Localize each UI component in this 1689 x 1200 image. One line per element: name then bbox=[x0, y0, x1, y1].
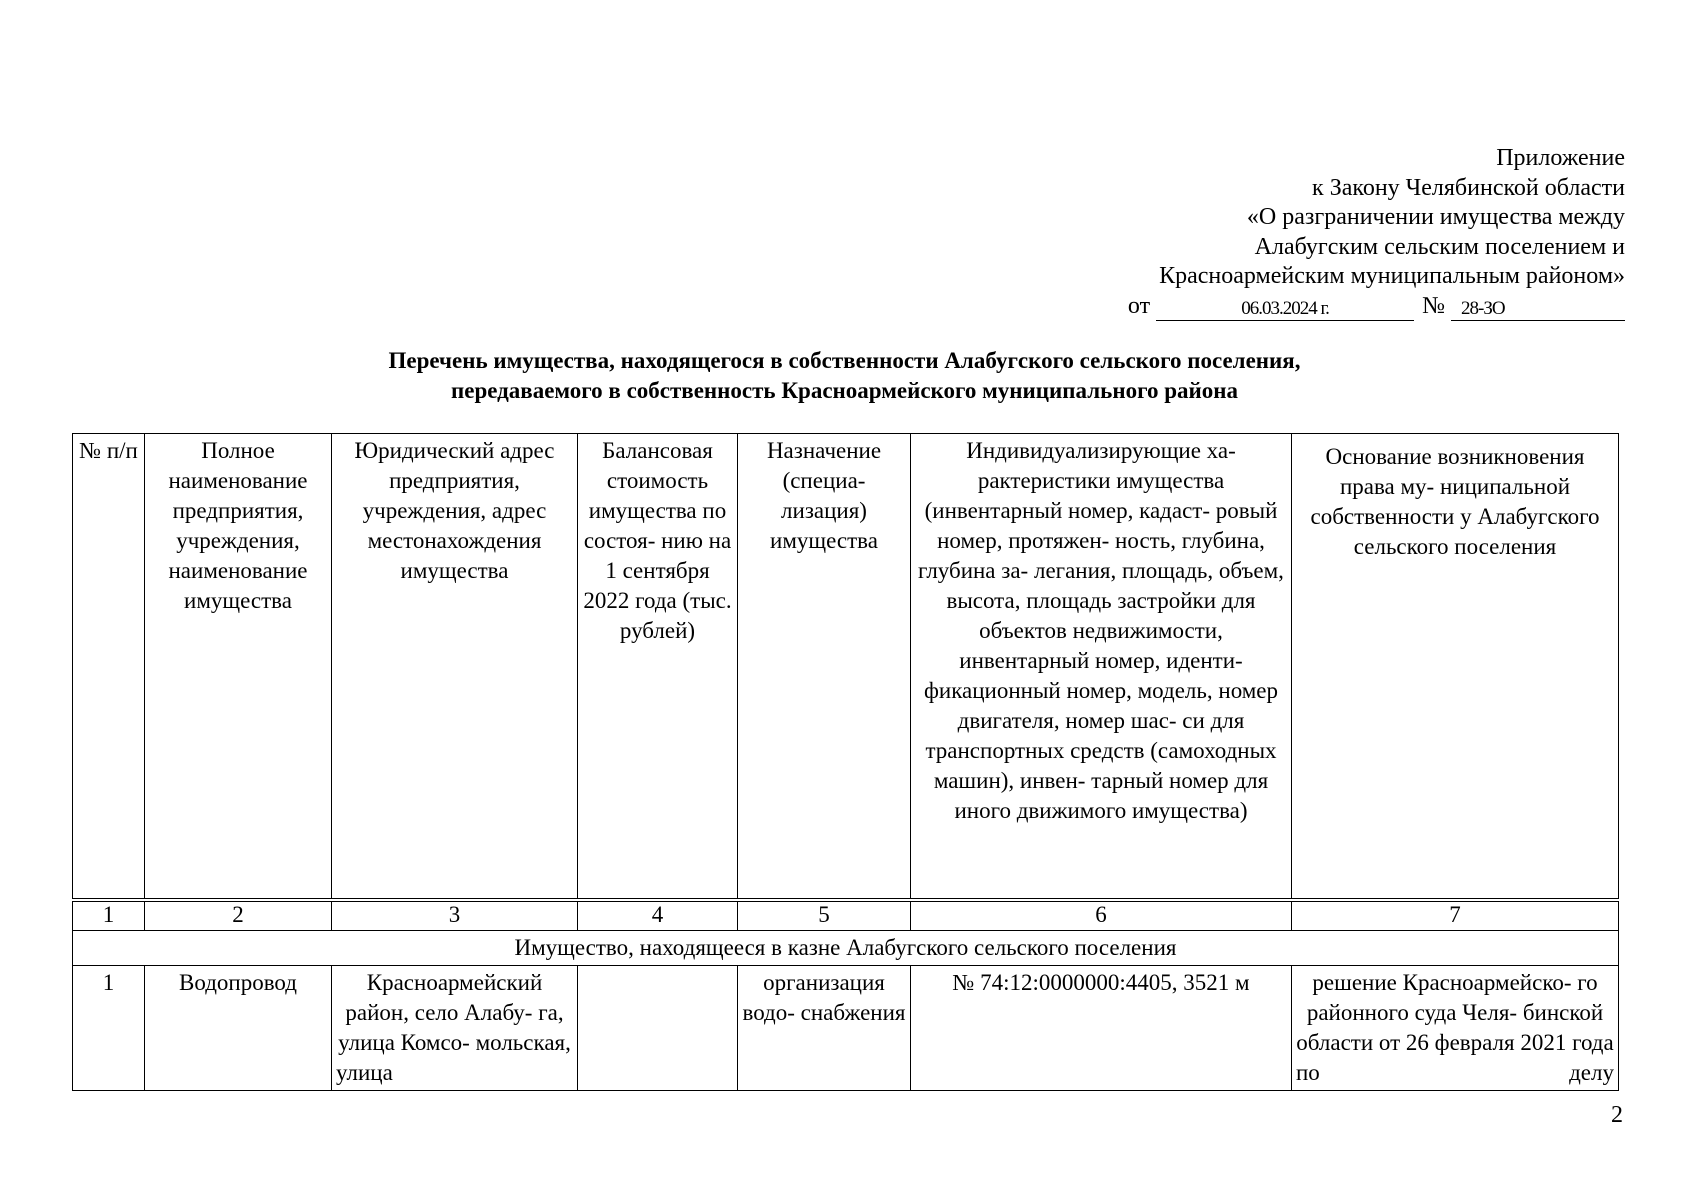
row-value bbox=[578, 966, 738, 1091]
column-number-cell: 3 bbox=[332, 900, 578, 931]
header-cell-characteristics: Индивидуализирующие ха- рактеристики имущества (инвентарный номер, кадаст- ровый номер, протяжен- ность, глубина, глубина за- легания, площадь, объем, высота, площадь застройки для объектов недвижимости, инвентарный номер, иденти- фикационный номер, модель, номер двигателя, номер шас- си для транспортных средств (самоходных машин), инвен- тарный номер для иного движимого имущества) bbox=[911, 434, 1292, 901]
row-purpose: организация водо- снабжения bbox=[738, 966, 911, 1091]
column-number-cell: 7 bbox=[1292, 900, 1619, 931]
column-number-cell: 1 bbox=[73, 900, 145, 931]
column-number-cell: 2 bbox=[145, 900, 332, 931]
row-basis: решение Красноармейско- го районного суда Челя- бинской области от 26 февраля 2021 года по делу bbox=[1292, 966, 1619, 1091]
column-number-cell: 6 bbox=[911, 900, 1292, 931]
page-number: 2 bbox=[1611, 1102, 1623, 1128]
row-number: 1 bbox=[73, 966, 145, 1091]
document-title bbox=[0, 346, 1689, 406]
header-cell-address: Юридический адрес предприятия, учреждения, адрес местонахождения имущества bbox=[332, 434, 578, 901]
number-prefix: № bbox=[1422, 292, 1445, 319]
appendix-line-3: «О разграничении имущества между bbox=[1246, 204, 1625, 230]
table-header-row bbox=[73, 434, 1619, 901]
appendix-line-4: Алабугским сельским поселением и bbox=[1254, 233, 1625, 260]
appendix-block bbox=[1128, 144, 1625, 321]
appendix-line-5: Красноармейским муниципальным районом» bbox=[1159, 263, 1625, 289]
column-numbers-row bbox=[73, 900, 1619, 931]
property-table bbox=[72, 433, 1619, 1091]
law-number: 28-ЗО bbox=[1451, 298, 1625, 321]
date-prefix: от bbox=[1127, 292, 1151, 319]
column-number-cell: 5 bbox=[738, 900, 911, 931]
law-date: 06.03.2024 г. bbox=[1156, 298, 1414, 321]
appendix-line-2: к Закону Челябинской области bbox=[1312, 174, 1625, 201]
appendix-line-1: Приложение bbox=[1496, 145, 1625, 171]
title-line-2: передаваемого в собственность Красноармейского муниципального района bbox=[451, 378, 1238, 403]
law-date-number-line bbox=[1128, 292, 1625, 322]
column-number-cell: 4 bbox=[578, 900, 738, 931]
header-cell-number: № п/п bbox=[73, 434, 145, 901]
header-cell-name: Полное наименование предприятия, учреждения, наименование имущества bbox=[145, 434, 332, 901]
title-line-1: Перечень имущества, находящегося в собственности Алабугского сельского поселения, bbox=[388, 348, 1301, 373]
header-cell-purpose: Назначение (специа- лизация) имущества bbox=[738, 434, 911, 901]
row-address: Красноармейский район, село Алабу- га, улица Комсо- мольская, улица bbox=[332, 966, 578, 1091]
table-row bbox=[73, 966, 1619, 1091]
row-name: Водопровод bbox=[145, 966, 332, 1091]
header-cell-basis: Основание возникновения права му- ниципальной собственности у Алабугского сельского поселения bbox=[1292, 434, 1619, 901]
header-cell-value: Балансовая стоимость имущества по состоя- нию на 1 сентября 2022 года (тыс. рублей) bbox=[578, 434, 738, 901]
section-heading: Имущество, находящееся в казне Алабугского сельского поселения bbox=[73, 931, 1619, 966]
row-characteristics: № 74:12:0000000:4405, 3521 м bbox=[911, 966, 1292, 1091]
section-row bbox=[73, 931, 1619, 966]
